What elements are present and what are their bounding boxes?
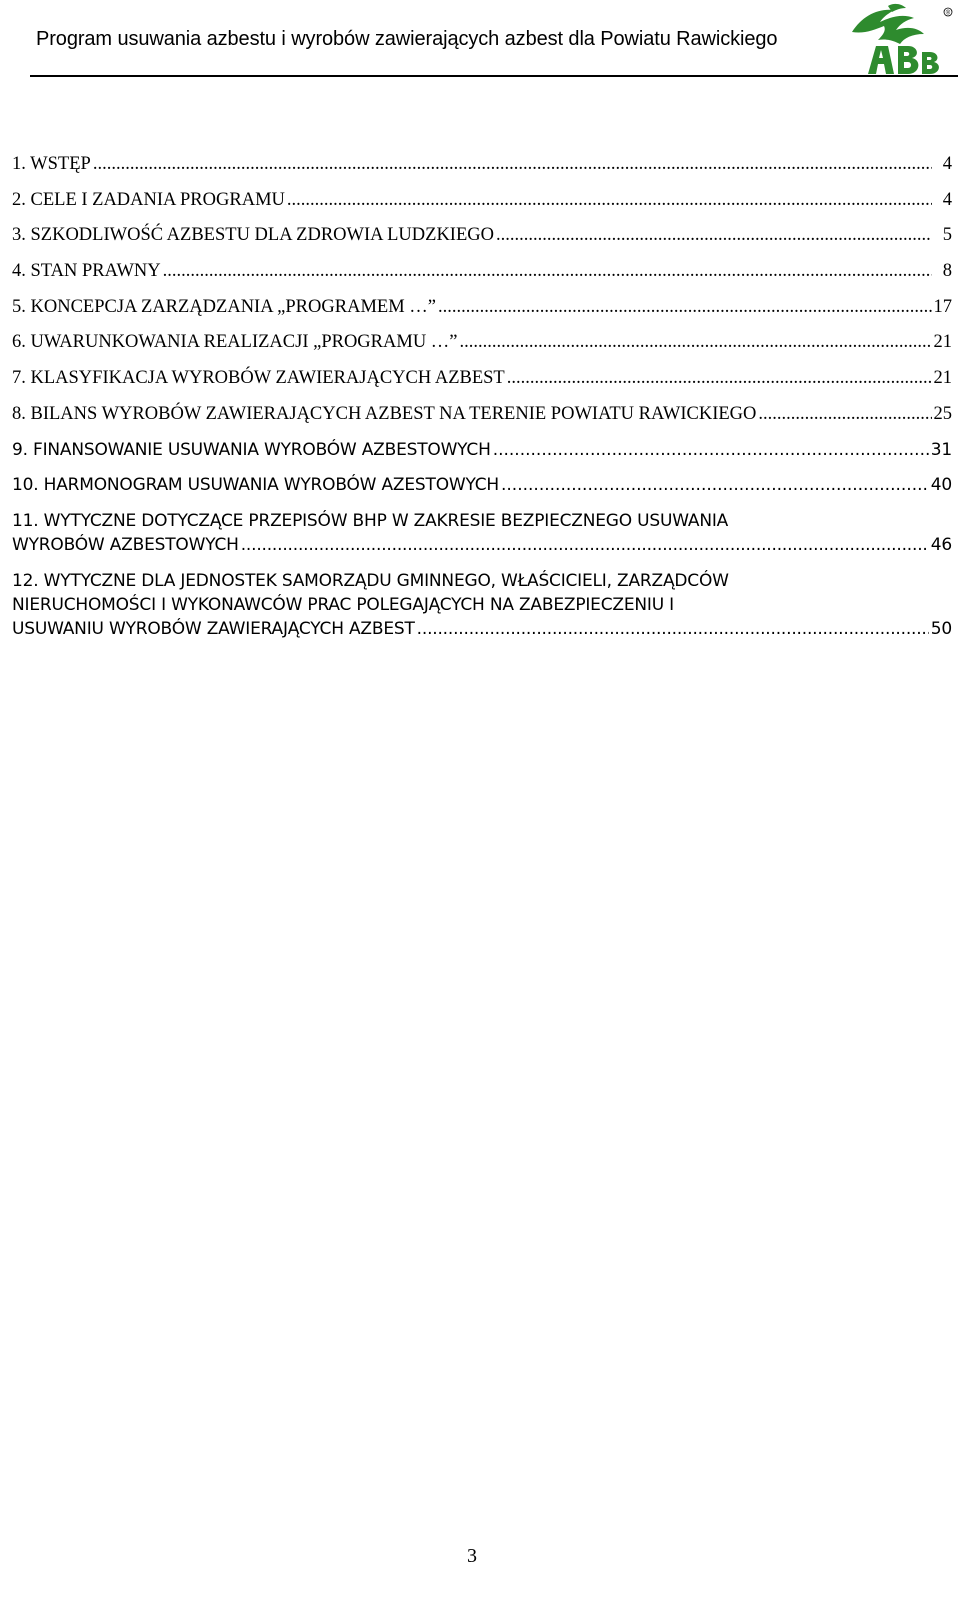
toc-entry-page: 4: [942, 189, 952, 210]
toc-entry-2[interactable]: [12, 188, 952, 212]
toc-entry-page: 17: [933, 296, 952, 317]
toc-entry-label: 8. BILANS WYROBÓW ZAWIERAJĄCYCH AZBEST NA TERENIE POWIATU RAWICKIEGO: [12, 403, 757, 424]
toc-entry-3[interactable]: [12, 223, 952, 247]
toc-entry-1[interactable]: [12, 152, 952, 176]
toc-dot-leader: [460, 330, 932, 354]
toc-entry-label-line: 11. WYTYCZNE DOTYCZĄCE PRZEPISÓW BHP W ZAKRESIE BEZPIECZNEGO USUWANIA: [12, 510, 729, 531]
toc-entry-label: 2. CELE I ZADANIA PROGRAMU: [12, 189, 285, 210]
toc-entry-page: 8: [942, 261, 952, 282]
toc-entry-label-line: WYROBÓW AZBESTOWYCH: [12, 534, 239, 555]
toc-entry-page: 21: [933, 368, 952, 389]
toc-entry-page: 40: [930, 475, 952, 496]
toc-entry-label: 10. HARMONOGRAM USUWANIA WYROBÓW AZESTOWYCH: [12, 475, 499, 496]
leaf-logo-icon: [848, 2, 956, 76]
toc-entry-4[interactable]: [12, 259, 952, 283]
toc-entry-page: 4: [942, 154, 952, 174]
toc-entry-page: 5: [942, 225, 952, 246]
table-of-contents: [12, 152, 952, 652]
toc-entry-12[interactable]: [12, 569, 952, 641]
toc-entry-11[interactable]: [12, 509, 952, 557]
toc-entry-8[interactable]: [12, 402, 952, 426]
toc-dot-leader: [496, 223, 932, 247]
toc-entry-label-line: 12. WYTYCZNE DLA JEDNOSTEK SAMORZĄDU GMINNEGO, WŁAŚCICIELI, ZARZĄDCÓW: [12, 570, 729, 591]
toc-dot-leader: [493, 438, 929, 462]
toc-dot-leader: [163, 259, 932, 283]
toc-entry-label: 7. KLASYFIKACJA WYROBÓW ZAWIERAJĄCYCH AZBEST: [12, 368, 505, 389]
logo-registered-mark: ®: [945, 10, 951, 17]
toc-entry-6[interactable]: [12, 330, 952, 354]
toc-dot-leader: [507, 366, 932, 390]
toc-entry-5[interactable]: [12, 295, 952, 319]
page-header: [0, 0, 960, 78]
toc-entry-label: 9. FINANSOWANIE USUWANIA WYROBÓW AZBESTOWYCH: [12, 439, 491, 460]
toc-entry-label-line: NIERUCHOMOŚCI I WYKONAWCÓW PRAC POLEGAJĄCYCH NA ZABEZPIECZENIU I: [12, 594, 674, 615]
header-title: Program usuwania azbestu i wyrobów zawierających azbest dla Powiatu Rawickiego: [36, 28, 778, 50]
toc-entry-page: 50: [930, 618, 952, 639]
toc-dot-leader: [93, 152, 932, 176]
toc-entry-page: 46: [930, 534, 952, 555]
toc-dot-leader: [501, 473, 929, 497]
toc-entry-label: 6. UWARUNKOWANIA REALIZACJI „PROGRAMU …”: [12, 332, 458, 353]
toc-entry-label: 3. SZKODLIWOŚĆ AZBESTU DLA ZDROWIA LUDZKIEGO: [12, 225, 494, 246]
toc-entry-label: 1. WSTĘP: [12, 154, 91, 174]
toc-entry-10[interactable]: [12, 473, 952, 497]
toc-entry-label-line: USUWANIU WYROBÓW ZAWIERAJĄCYCH AZBEST: [12, 618, 415, 639]
page-number: 3: [467, 1545, 477, 1567]
toc-entry-page: 21: [933, 332, 952, 353]
toc-entry-label: 5. KONCEPCJA ZARZĄDZANIA „PROGRAMEM …”: [12, 296, 436, 317]
header-divider: [30, 75, 958, 77]
toc-dot-leader: [241, 533, 929, 557]
toc-dot-leader: [287, 188, 932, 212]
toc-entry-page: 31: [930, 439, 952, 460]
toc-entry-page: 25: [933, 403, 952, 424]
toc-entry-7[interactable]: [12, 366, 952, 390]
toc-dot-leader: [417, 617, 929, 641]
toc-dot-leader: [758, 402, 931, 426]
toc-entry-9[interactable]: [12, 438, 952, 462]
toc-dot-leader: [438, 295, 932, 319]
toc-entry-label: 4. STAN PRAWNY: [12, 261, 161, 282]
